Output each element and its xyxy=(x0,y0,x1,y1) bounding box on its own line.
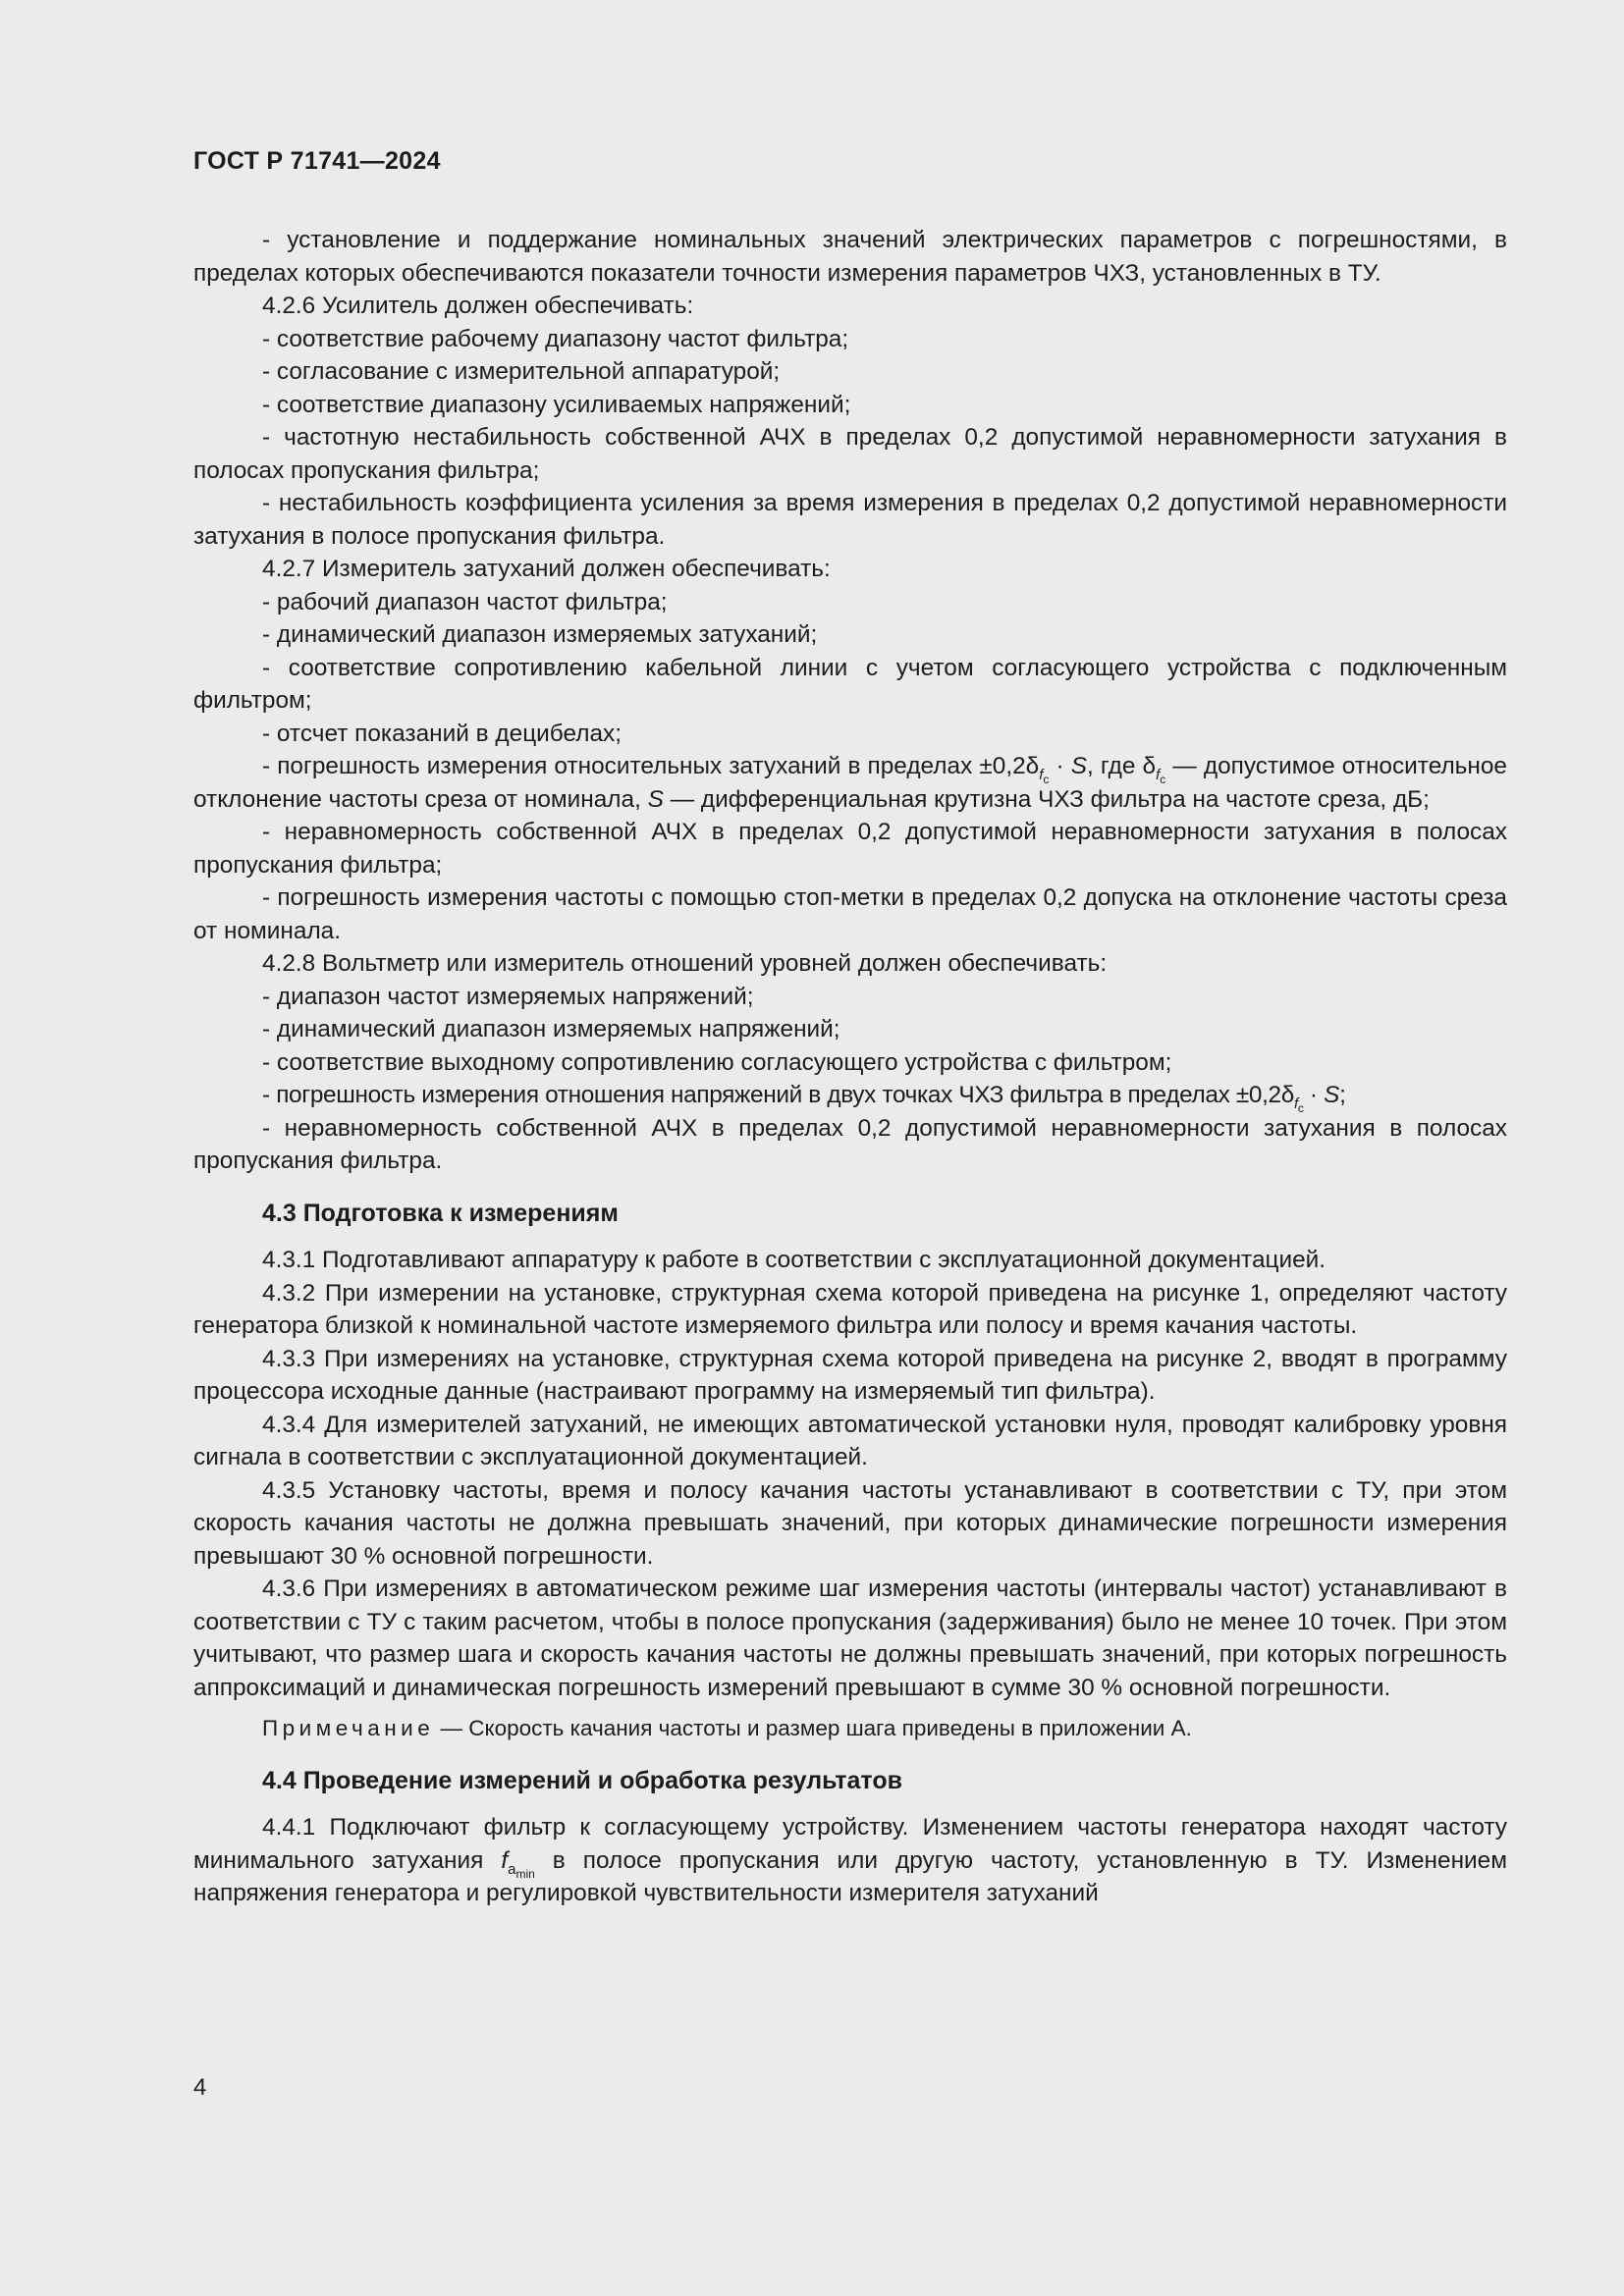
list-item: - неравномерность собственной АЧХ в пределах 0,2 допустимой неравномерности затухания в полосах пропускания фильтра. xyxy=(193,1114,1507,1174)
text-run: ; xyxy=(1339,1082,1346,1108)
clause-4-3-2: 4.3.2 При измерении на установке, структурная схема которой приведена на рисунке 1, определяют частоту генератора близкой к номинальной частоте измеряемого фильтра или полосу и время качания частоты. xyxy=(193,1279,1507,1339)
paragraph: - установление и поддержание номинальных значений электрических параметров с погрешностями, в пределах которых обеспечиваются показатели точности измерения параметров ЧХЗ, установленных в ТУ. xyxy=(193,227,1507,287)
clause-4-3-3: 4.3.3 При измерениях на установке, структурная схема которой приведена на рисунке 2, вводят в программу процессора исходные данные (настраивают программу на измеряемый тип фильтра). xyxy=(193,1345,1507,1405)
page-number: 4 xyxy=(193,2074,207,2101)
list-item: - согласование с измерительной аппаратурой; xyxy=(262,358,781,385)
text-run: — допустимое относительное отклонение частоты среза от номинала, xyxy=(193,753,1507,813)
list-item: - частотную нестабильность собственной АЧХ в пределах 0,2 допустимой неравномерности затухания в полосах пропускания фильтра; xyxy=(193,424,1507,484)
subscript: fc xyxy=(1294,1095,1304,1115)
section-heading-4-3: 4.3 Подготовка к измерениям xyxy=(262,1199,619,1227)
list-item: - соответствие рабочему диапазону частот фильтра; xyxy=(262,325,849,352)
clause-4-2-6: 4.2.6 Усилитель должен обеспечивать: xyxy=(262,293,694,319)
symbol-S: S xyxy=(1070,753,1087,779)
list-item: - погрешность измерения частоты с помощью стоп-метки в пределах 0,2 допуска на отклонение частоты среза от номинала. xyxy=(193,884,1507,944)
list-item: - рабочий диапазон частот фильтра; xyxy=(262,588,668,615)
text-run: 4.4.1 Подключают фильтр к согласующему устройству. Изменением частоты генератора находят частоту минимального затухания xyxy=(193,1814,1507,1874)
note-text: — Скорость качания частоты и размер шага приведены в приложении А. xyxy=(434,1716,1192,1740)
list-item: - отсчет показаний в децибелах; xyxy=(262,720,623,747)
list-item-voltage-ratio-error xyxy=(193,1079,1507,1115)
subscript: amin xyxy=(508,1860,535,1881)
list-item: - соответствие диапазону усиливаемых напряжений; xyxy=(262,391,851,418)
text-run: · xyxy=(1049,753,1071,779)
clause-4-2-8: 4.2.8 Вольтметр или измеритель отношений уровней должен обеспечивать: xyxy=(262,950,1108,977)
list-item: - динамический диапазон измеряемых затуханий; xyxy=(262,621,818,648)
text-run: - погрешность измерения отношения напряжений в двух точках ЧХЗ фильтра в пределах ±0,2δ xyxy=(262,1082,1295,1108)
clause-4-4-1 xyxy=(193,1811,1507,1910)
note xyxy=(193,1712,1507,1745)
note-label: Примечание xyxy=(262,1716,435,1740)
text-run: - погрешность измерения относительных затуханий в пределах ±0,2δ xyxy=(262,753,1040,779)
clause-4-3-5: 4.3.5 Установку частоты, время и полосу качания частоты устанавливают в соответствии с ТУ, при этом скорость качания частоты не должна превышать значений, при которых динамические погрешности измерения превышают 30 % основной погрешности. xyxy=(193,1476,1507,1570)
subscript: fc xyxy=(1039,767,1050,786)
list-item: - нестабильность коэффициента усиления за время измерения в пределах 0,2 допустимой неравномерности затухания в полосе пропускания фильтра. xyxy=(193,490,1507,550)
list-item: - соответствие выходному сопротивлению согласующего устройства с фильтром; xyxy=(262,1048,1172,1076)
list-item: - неравномерность собственной АЧХ в пределах 0,2 допустимой неравномерности затухания в полосах пропускания фильтра; xyxy=(193,819,1507,879)
list-item: - соответствие сопротивлению кабельной линии с учетом согласующего устройства с подключенным фильтром; xyxy=(193,654,1507,714)
list-item-attenuation-error xyxy=(193,750,1507,816)
text-run: — дифференциальная крутизна ЧХЗ фильтра на частоте среза, дБ; xyxy=(663,785,1430,813)
clause-4-2-7: 4.2.7 Измеритель затуханий должен обеспечивать: xyxy=(262,556,831,582)
document-body xyxy=(193,224,1507,1910)
subscript: fc xyxy=(1156,767,1166,786)
clause-4-3-1: 4.3.1 Подготавливают аппаратуру к работе в соответствии с эксплуатационной документацией. xyxy=(262,1247,1326,1273)
clause-4-3-4: 4.3.4 Для измерителей затуханий, не имеющих автоматической установки нуля, проводят калибровку уровня сигнала в соответствии с эксплуатационной документацией. xyxy=(193,1411,1507,1470)
clause-4-3-6: 4.3.6 При измерениях в автоматическом режиме шаг измерения частоты (интервалы частот) устанавливают в соответствии с ТУ с таким расчетом, чтобы в полосе пропускания (задерживания) было не менее 10 точек. При этом учитывают, что размер шага и скорость качания частоты не должны превышать значений, при которых погрешность аппроксимаций и динамическая погрешность измерений превышают в сумме 30 % основной погрешности. xyxy=(193,1575,1507,1701)
text-run: · xyxy=(1303,1082,1325,1108)
text-run: в полосе пропускания или другую частоту, установленную в ТУ. Изменением напряжения генератора и регулировкой чувствительности измерителя затуханий xyxy=(193,1846,1508,1906)
symbol-f: f xyxy=(501,1846,509,1874)
list-item: - динамический диапазон измеряемых напряжений; xyxy=(262,1016,840,1042)
symbol-S: S xyxy=(647,785,664,813)
list-item: - диапазон частот измеряемых напряжений; xyxy=(262,983,754,1010)
document-code-header: ГОСТ Р 71741—2024 xyxy=(193,147,441,175)
section-heading-4-4: 4.4 Проведение измерений и обработка результатов xyxy=(262,1766,902,1794)
text-run: , где δ xyxy=(1087,753,1157,779)
symbol-S: S xyxy=(1324,1082,1340,1108)
